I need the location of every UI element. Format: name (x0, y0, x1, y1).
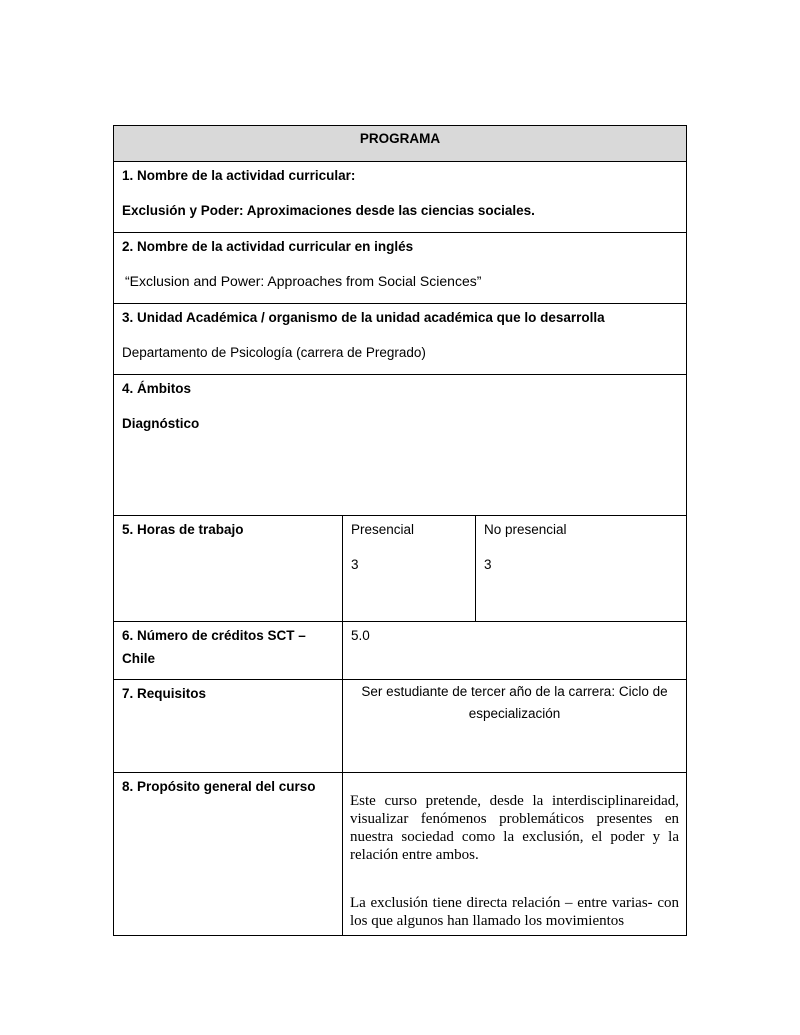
program-table (113, 125, 687, 936)
section-7-label: 7. Requisitos (122, 686, 207, 701)
section-1-label: 1. Nombre de la actividad curricular: (122, 168, 356, 183)
section-6-value: 5.0 (351, 628, 370, 643)
no-presencial-cell (476, 516, 687, 622)
section-8-value-cell (343, 773, 687, 936)
section-7-value-line2: especialización (468, 706, 561, 721)
section-4-label: 4. Ámbitos (122, 381, 192, 396)
header-row (114, 126, 687, 162)
section-1-row (114, 162, 687, 233)
section-8-paragraph-2: La exclusión tiene directa relación – entre varias- con los que algunos han llamado los movimientos (350, 895, 680, 929)
section-3-value: Departamento de Psicología (carrera de Pregrado) (122, 345, 426, 360)
section-5-label: 5. Horas de trabajo (122, 522, 244, 537)
section-3-cell (114, 304, 687, 375)
section-8-label-cell (114, 773, 343, 936)
section-2-value: “Exclusion and Power: Approaches from Social Sciences” (125, 273, 482, 289)
section-6-label-cell (114, 622, 343, 680)
section-1-cell (114, 162, 687, 233)
section-7-value-cell (343, 680, 687, 773)
presencial-cell (343, 516, 476, 622)
section-2-label: 2. Nombre de la actividad curricular en inglés (122, 239, 414, 254)
table-header: PROGRAMA (114, 126, 687, 162)
section-6-row (114, 622, 687, 680)
section-2-row (114, 233, 687, 304)
section-3-label: 3. Unidad Académica / organismo de la unidad académica que lo desarrolla (122, 310, 605, 325)
no-presencial-label: No presencial (484, 522, 567, 537)
no-presencial-value: 3 (484, 557, 492, 572)
section-3-row (114, 304, 687, 375)
section-8-paragraph-1: Este curso pretende, desde la interdisciplinareidad, visualizar fenómenos problemáticos presentes en nuestra sociedad como la exclusión, el poder y la relación entre ambos. (350, 793, 680, 863)
section-8-label: 8. Propósito general del curso (122, 779, 316, 794)
section-7-value-line1: Ser estudiante de tercer año de la carrera: Ciclo de (361, 684, 668, 699)
section-7-label-cell (114, 680, 343, 773)
section-6-label-line2: Chile (122, 651, 156, 666)
section-4-row (114, 375, 687, 516)
section-1-value: Exclusión y Poder: Aproximaciones desde las ciencias sociales. (122, 203, 535, 218)
section-5-row (114, 516, 687, 622)
presencial-value: 3 (351, 557, 359, 572)
section-2-cell (114, 233, 687, 304)
section-8-row (114, 773, 687, 936)
section-6-label-line1: 6. Número de créditos SCT – (122, 628, 306, 643)
section-7-row (114, 680, 687, 773)
section-4-value: Diagnóstico (122, 416, 200, 431)
section-4-cell (114, 375, 687, 516)
section-6-value-cell (343, 622, 687, 680)
presencial-label: Presencial (351, 522, 415, 537)
section-5-label-cell (114, 516, 343, 622)
